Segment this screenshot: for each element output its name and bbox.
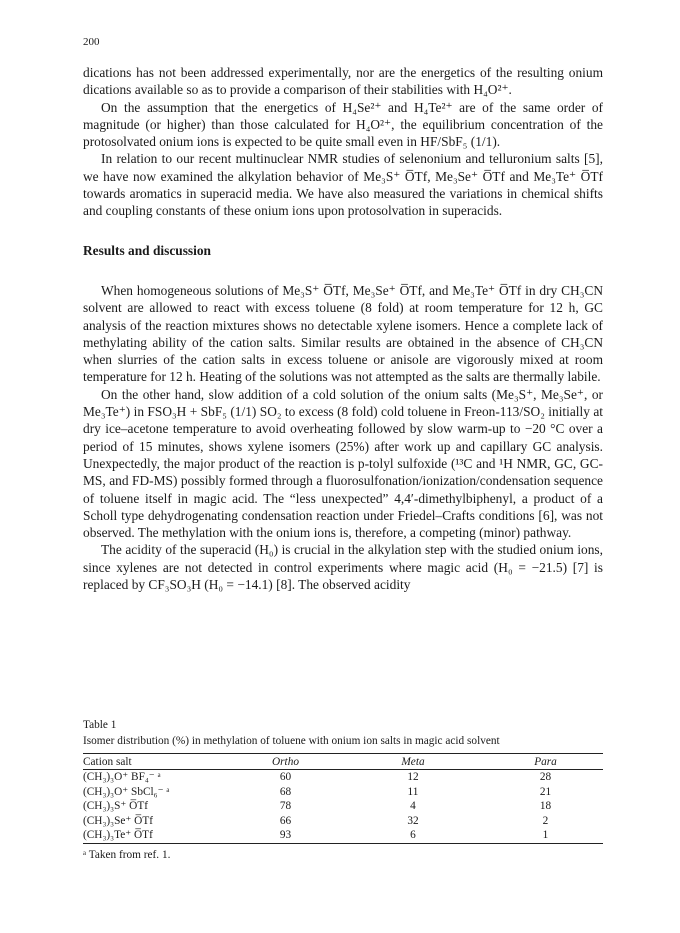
cell-ortho: 78 — [279, 800, 292, 813]
isomer-table — [83, 753, 603, 844]
article-body — [83, 64, 603, 593]
cell-cation: (CH₃)₃O⁺ BF₄⁻ ᵃ — [83, 771, 161, 783]
table-caption: Isomer distribution (%) in methylation of toluene with onium ion salts in magic acid solvent — [83, 735, 500, 747]
table-header-row — [83, 754, 603, 770]
cell-para: 21 — [539, 785, 552, 798]
header-ortho: Ortho — [272, 756, 299, 768]
cell-para: 1 — [542, 829, 549, 842]
table-row — [83, 770, 603, 785]
header-meta: Meta — [401, 756, 425, 768]
cell-ortho: 66 — [279, 814, 292, 827]
cell-meta: 12 — [407, 771, 419, 783]
header-cation-salt: Cation salt — [83, 756, 132, 768]
table-label: Table 1 — [83, 719, 117, 731]
paragraph-continued: dications has not been addressed experimentally, nor are the energetics of the resulting onium dications available so as to provide a comparison of their stabilities with H₄O²⁺. — [83, 65, 603, 98]
cell-cation: (CH₃)₃Te⁺ O̅Tf — [83, 829, 153, 842]
section-heading: Results and discussion — [83, 242, 212, 258]
table-row — [83, 814, 603, 829]
cell-ortho: 68 — [279, 785, 292, 798]
paragraph-nmr-studies: In relation to our recent multinuclear NMR studies of selenonium and telluronium salts [5], we have now examined the alkylation behavior of Me₃S⁺ O̅Tf, Me₃Se⁺ O̅Tf and Me₃Te⁺ O̅Tf towards aromatics in superacid media. We have also measured the variations in chemical shifts and coupling constants of these onium ions upon protosolvation in superacids. — [83, 151, 603, 219]
cell-cation: (CH₃)₃O⁺ SbCl₆⁻ ᵃ — [83, 785, 170, 798]
cell-cation: (CH₃)₃Se⁺ O̅Tf — [83, 814, 153, 827]
table-row — [83, 785, 603, 800]
paragraph-energetics: On the assumption that the energetics of H₄Se²⁺ and H₄Te²⁺ are of the same order of magnitude (or higher) than those calculated for H₄O²⁺, the equilibrium concentration of the protosolvated onium ions is expected to be quite small even in HF/SbF₅ (1/1). — [83, 99, 603, 150]
header-para: Para — [534, 756, 557, 768]
cell-para: 28 — [539, 771, 552, 783]
cell-meta: 32 — [407, 814, 419, 827]
cell-meta: 11 — [407, 785, 419, 798]
cell-para: 2 — [542, 814, 549, 827]
paragraph-acidity: The acidity of the superacid (H₀) is crucial in the alkylation step with the studied onium ions, since xylenes are not detected in control experiments where magic acid (H₀ = −21.5) [7] is replaced by CF₃SO₃H (H₀ = −14.1) [8]. The observed acidity — [83, 542, 603, 593]
table-row — [83, 828, 603, 843]
table-block — [83, 719, 603, 872]
paragraph-homogeneous: When homogeneous solutions of Me₃S⁺ O̅Tf, Me₃Se⁺ O̅Tf, and Me₃Te⁺ O̅Tf in dry CH₃CN solvent are allowed to react with excess toluene (8 fold) at room temperature for 12 h, GC analysis of the reaction mixtures shows no detectable xylene isomers. Hence a complete lack of methylating ability of the cation salts. Similar results are obtained in the absence of CH₃CN when slurries of the cation salts in excess toluene or anisole are vigorously mixed at room temperature for 12 h. Heating of the solutions was not attempted as the salts are thermally labile. — [83, 282, 603, 385]
cell-meta: 6 — [410, 829, 416, 842]
cell-meta: 4 — [410, 800, 416, 813]
cell-ortho: 93 — [279, 829, 292, 842]
page-number: 200 — [83, 36, 100, 48]
paragraph-slow-addition: On the other hand, slow addition of a cold solution of the onium salts (Me₃S⁺, Me₃Se⁺, or Me₃Te⁺) in FSO₃H + SbF₅ (1/1) SO₂ to excess (8 fold) cold toluene in Freon-113/SO₂ initially at dry ice–acetone temperature to avoid overheating followed by slow warm-up to −20 °C over a period of 15 minutes, shows xylene isomers (25%) after work up and capillary GC analysis. Unexpectedly, the major product of the reaction is p-tolyl sulfoxide (¹³C and ¹H NMR, GC, GC-MS, and FD-MS) possibly formed through a fluorosulfonation/ionization/condensation sequence of toluene itself in magic acid. The “less unexpected” 4,4′-dimethylbiphenyl, a product of a Scholl type dehydrogenating condensation reaction under Friedel–Crafts conditions [6], was not observed. The methylation with the onium ions is, therefore, a competing (minor) pathway. — [83, 386, 603, 541]
table-footnote: ᵃ Taken from ref. 1. — [83, 848, 171, 861]
cell-cation: (CH₃)₃S⁺ O̅Tf — [83, 800, 148, 813]
cell-ortho: 60 — [279, 771, 292, 783]
table-row — [83, 799, 603, 814]
cell-para: 18 — [539, 800, 552, 813]
